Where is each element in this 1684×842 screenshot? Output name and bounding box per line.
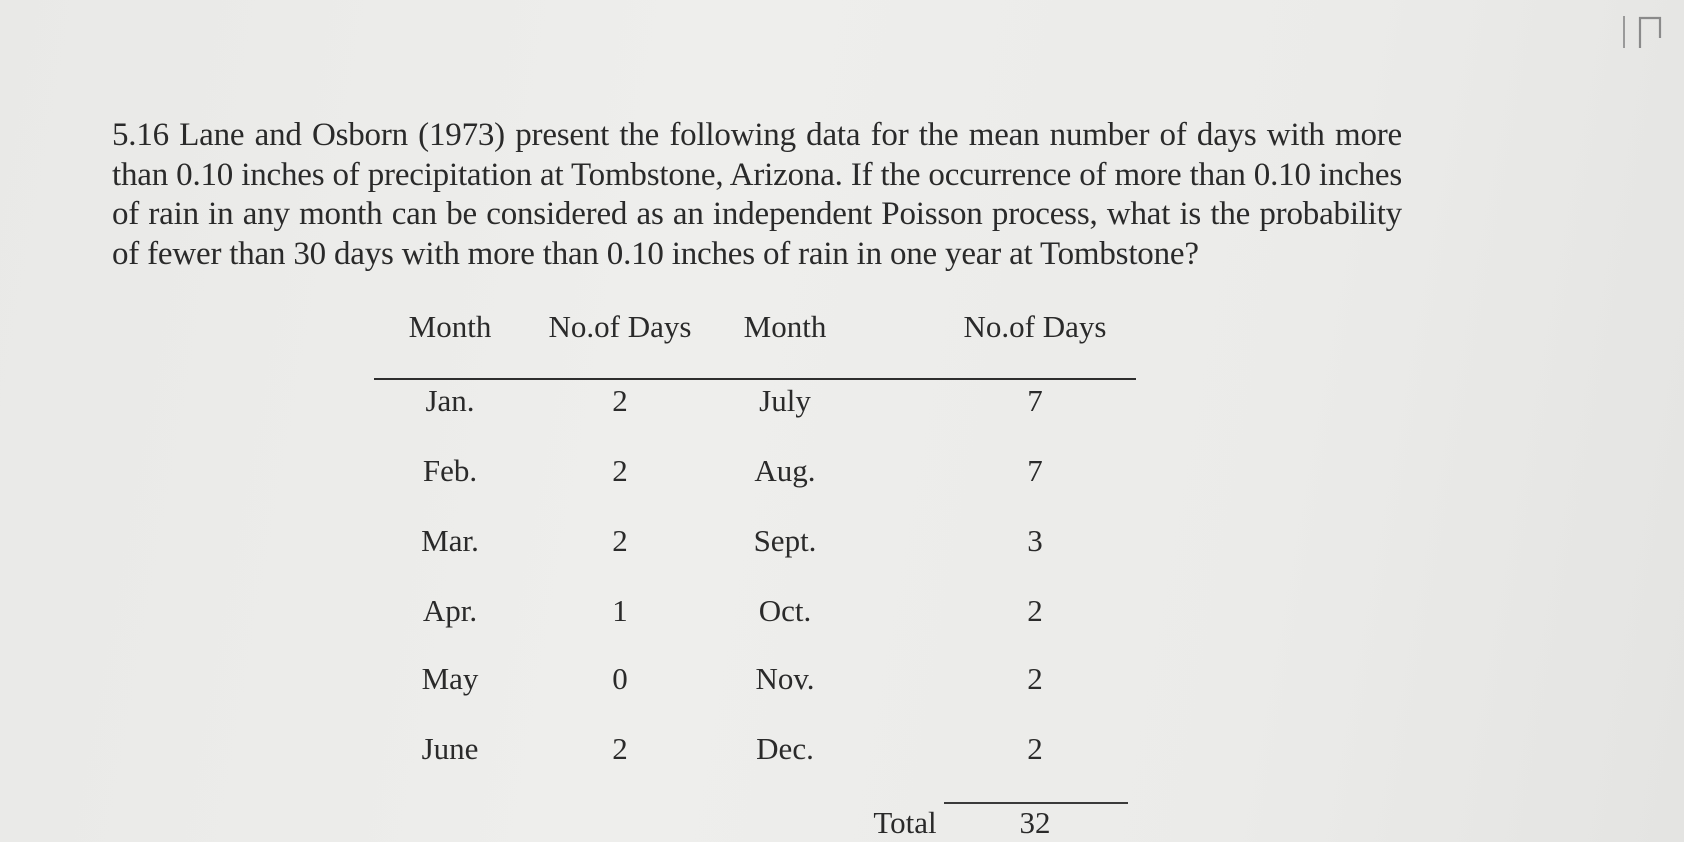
- table-cell-month: Aug.: [754, 453, 816, 488]
- total-rule: [944, 802, 1128, 804]
- table-cell-days: 2: [612, 523, 628, 558]
- table-cell-month: Apr.: [422, 593, 478, 628]
- table-cell-month: June: [421, 731, 479, 766]
- table-cell-days: 7: [1027, 383, 1043, 418]
- table-cell-days: 2: [1027, 593, 1043, 628]
- table-cell-month: July: [759, 383, 811, 418]
- table-cell-month: Sept.: [753, 523, 817, 558]
- table-cell-month: May: [421, 661, 479, 696]
- table-cell-days: 2: [1027, 731, 1043, 766]
- header-days-1: No.of Days: [548, 309, 692, 344]
- table-cell-month: Dec.: [756, 731, 814, 766]
- table-cell-month: Feb.: [422, 453, 478, 488]
- table-cell-days: 2: [612, 731, 628, 766]
- header-rule: [374, 378, 1136, 380]
- table-cell-month: Nov.: [755, 661, 815, 696]
- table-cell-days: 2: [1027, 661, 1043, 696]
- header-month-1: Month: [408, 309, 492, 344]
- table-cell-days: 1: [612, 593, 628, 628]
- table-cell-month: Oct.: [758, 593, 812, 628]
- table-cell-days: 0: [612, 661, 628, 696]
- header-month-2: Month: [743, 309, 827, 344]
- table-cell-days: 7: [1027, 453, 1043, 488]
- total-value: 32: [1019, 805, 1051, 840]
- table-cell-month: Jan.: [425, 383, 475, 418]
- table-cell-days: 2: [612, 383, 628, 418]
- total-label: Total: [873, 805, 937, 840]
- problem-statement: 5.16 Lane and Osborn (1973) present the following data for the mean number of days with more than 0.10 inches of precipitation at Tombstone, Arizona. If the occurrence of more than 0.10 inches of rain in any month can be considered as an independent Poisson process, what is the probability of fewer than 30 days with more than 0.10 inches of rain in one year at Tombstone?: [112, 117, 1402, 272]
- header-days-2: No.of Days: [963, 309, 1107, 344]
- table-cell-days: 3: [1027, 523, 1043, 558]
- table-cell-month: Mar.: [421, 523, 479, 558]
- table-cell-days: 2: [612, 453, 628, 488]
